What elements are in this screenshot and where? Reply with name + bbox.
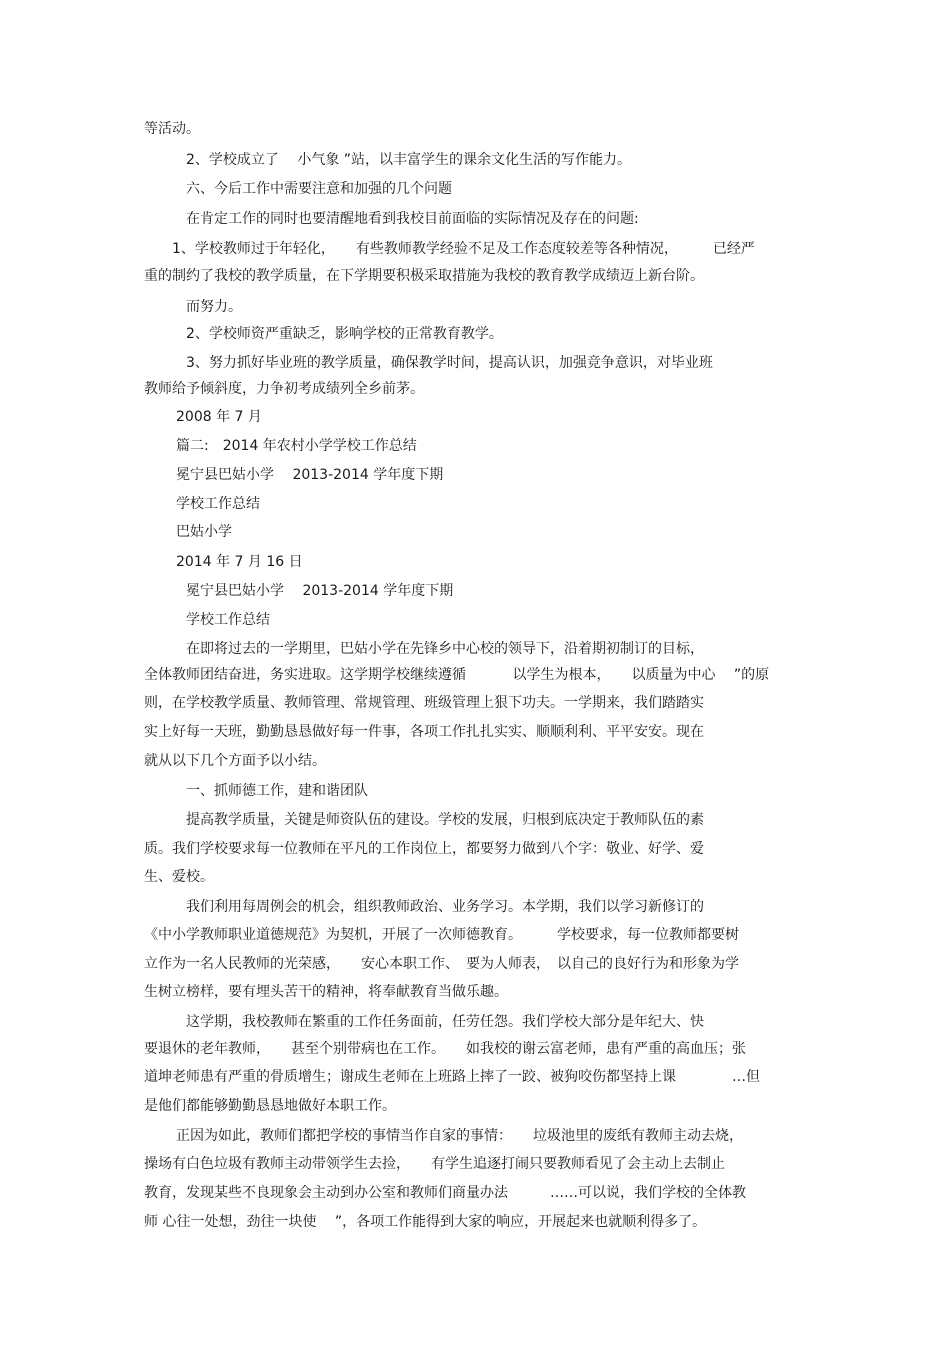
text-line: 冕宁县巴姑小学 2013-2014 学年度下期 <box>176 467 444 483</box>
text-line: 学校工作总结 <box>186 612 270 628</box>
text-line: 等活动。 <box>144 121 200 137</box>
text-line: 1、学校教师过于年轻化， 有些教师教学经验不足及工作态度较差等各种情况， 已经严 <box>172 241 755 257</box>
text-line: 师 心往一处想，劲往一块使 ”，各项工作能得到大家的响应，开展起来也就顺利得多了。 <box>144 1214 707 1230</box>
text-line: 提高教学质量，关键是师资队伍的建设。学校的发展，归根到底决定于教师队伍的素 <box>186 812 704 828</box>
text-line: 道坤老师患有严重的骨质增生；谢成生老师在上班路上摔了一跤、被狗咬伤都坚持上课 …但 <box>144 1069 760 1085</box>
text-line: 教育，发现某些不良现象会主动到办公室和教师们商量办法 ……可以说，我们学校的全体教 <box>144 1185 746 1201</box>
text-line: 2、学校师资严重缺乏，影响学校的正常教育教学。 <box>186 326 503 342</box>
text-line: 立作为一名人民教师的光荣感， 安心本职工作、 要为人师表， 以自己的良好行为和形象为学 <box>144 956 739 972</box>
text-line: 全体教师团结奋进，务实进取。这学期学校继续遵循 以学生为根本， 以质量为中心 ”的原 <box>144 667 770 683</box>
section-heading: 六、今后工作中需要注意和加强的几个问题 <box>186 181 452 197</box>
section-heading: 篇二: 2014 年农村小学学校工作总结 <box>176 438 417 454</box>
text-line: 《中小学教师职业道德规范》为契机，开展了一次师德教育。 学校要求，每一位教师都要树 <box>144 927 739 943</box>
text-line: 生、爱校。 <box>144 869 214 885</box>
text-line: 是他们都能够勤勤恳恳地做好本职工作。 <box>144 1098 396 1114</box>
text-line: 冕宁县巴姑小学 2013-2014 学年度下期 <box>186 583 454 599</box>
text-line: 实上好每一天班，勤勤恳恳做好每一件事，各项工作扎扎实实、顺顺利利、平平安安。现在 <box>144 724 704 740</box>
text-line: 巴姑小学 <box>176 524 232 540</box>
text-line: 在即将过去的一学期里，巴姑小学在先锋乡中心校的领导下，沿着期初制订的目标， <box>186 641 704 657</box>
text-line: 在肯定工作的同时也要清醒地看到我校目前面临的实际情况及存在的问题: <box>186 211 639 227</box>
text-line: 要退休的老年教师， 甚至个别带病也在工作。 如我校的谢云富老师，患有严重的高血压；张 <box>144 1041 746 1057</box>
text-line: 教师给予倾斜度，力争初考成绩列全乡前茅。 <box>144 381 424 397</box>
text-line: 学校工作总结 <box>176 496 260 512</box>
text-line: 正因为如此，教师们都把学校的事情当作自家的事情： 垃圾池里的废纸有教师主动去烧， <box>176 1128 743 1144</box>
text-line: 则，在学校教学质量、教师管理、常规管理、班级管理上狠下功夫。一学期来，我们踏踏实 <box>144 695 704 711</box>
text-line: 这学期，我校教师在繁重的工作任务面前，任劳任怨。我们学校大部分是年纪大、快 <box>186 1014 704 1030</box>
text-line: 操场有白色垃圾有教师主动带领学生去捡， 有学生追逐打闹只要教师看见了会主动上去制止 <box>144 1156 725 1172</box>
text-line: 2、学校成立了 小气象 ”站，以丰富学生的课余文化生活的写作能力。 <box>186 152 632 168</box>
text-line: 生树立榜样，要有埋头苦干的精神，将奉献教育当做乐趣。 <box>144 984 508 1000</box>
text-line: 我们利用每周例会的机会，组织教师政治、业务学习。本学期，我们以学习新修订的 <box>186 899 704 915</box>
text-line: 而努力。 <box>186 299 242 315</box>
text-line: 3、努力抓好毕业班的教学质量，确保教学时间，提高认识，加强竞争意识，对毕业班 <box>186 355 713 371</box>
text-line: 重的制约了我校的教学质量，在下学期要积极采取措施为我校的教育教学成绩迈上新台阶。 <box>144 268 704 284</box>
section-heading: 一、抓师德工作，建和谐团队 <box>186 783 368 799</box>
date-line: 2008 年 7 月 <box>176 409 262 425</box>
date-line: 2014 年 7 月 16 日 <box>176 554 303 570</box>
text-line: 就从以下几个方面予以小结。 <box>144 753 326 769</box>
text-line: 质。我们学校要求每一位教师在平凡的工作岗位上，都要努力做到八个字：敬业、好学、爱 <box>144 841 704 857</box>
